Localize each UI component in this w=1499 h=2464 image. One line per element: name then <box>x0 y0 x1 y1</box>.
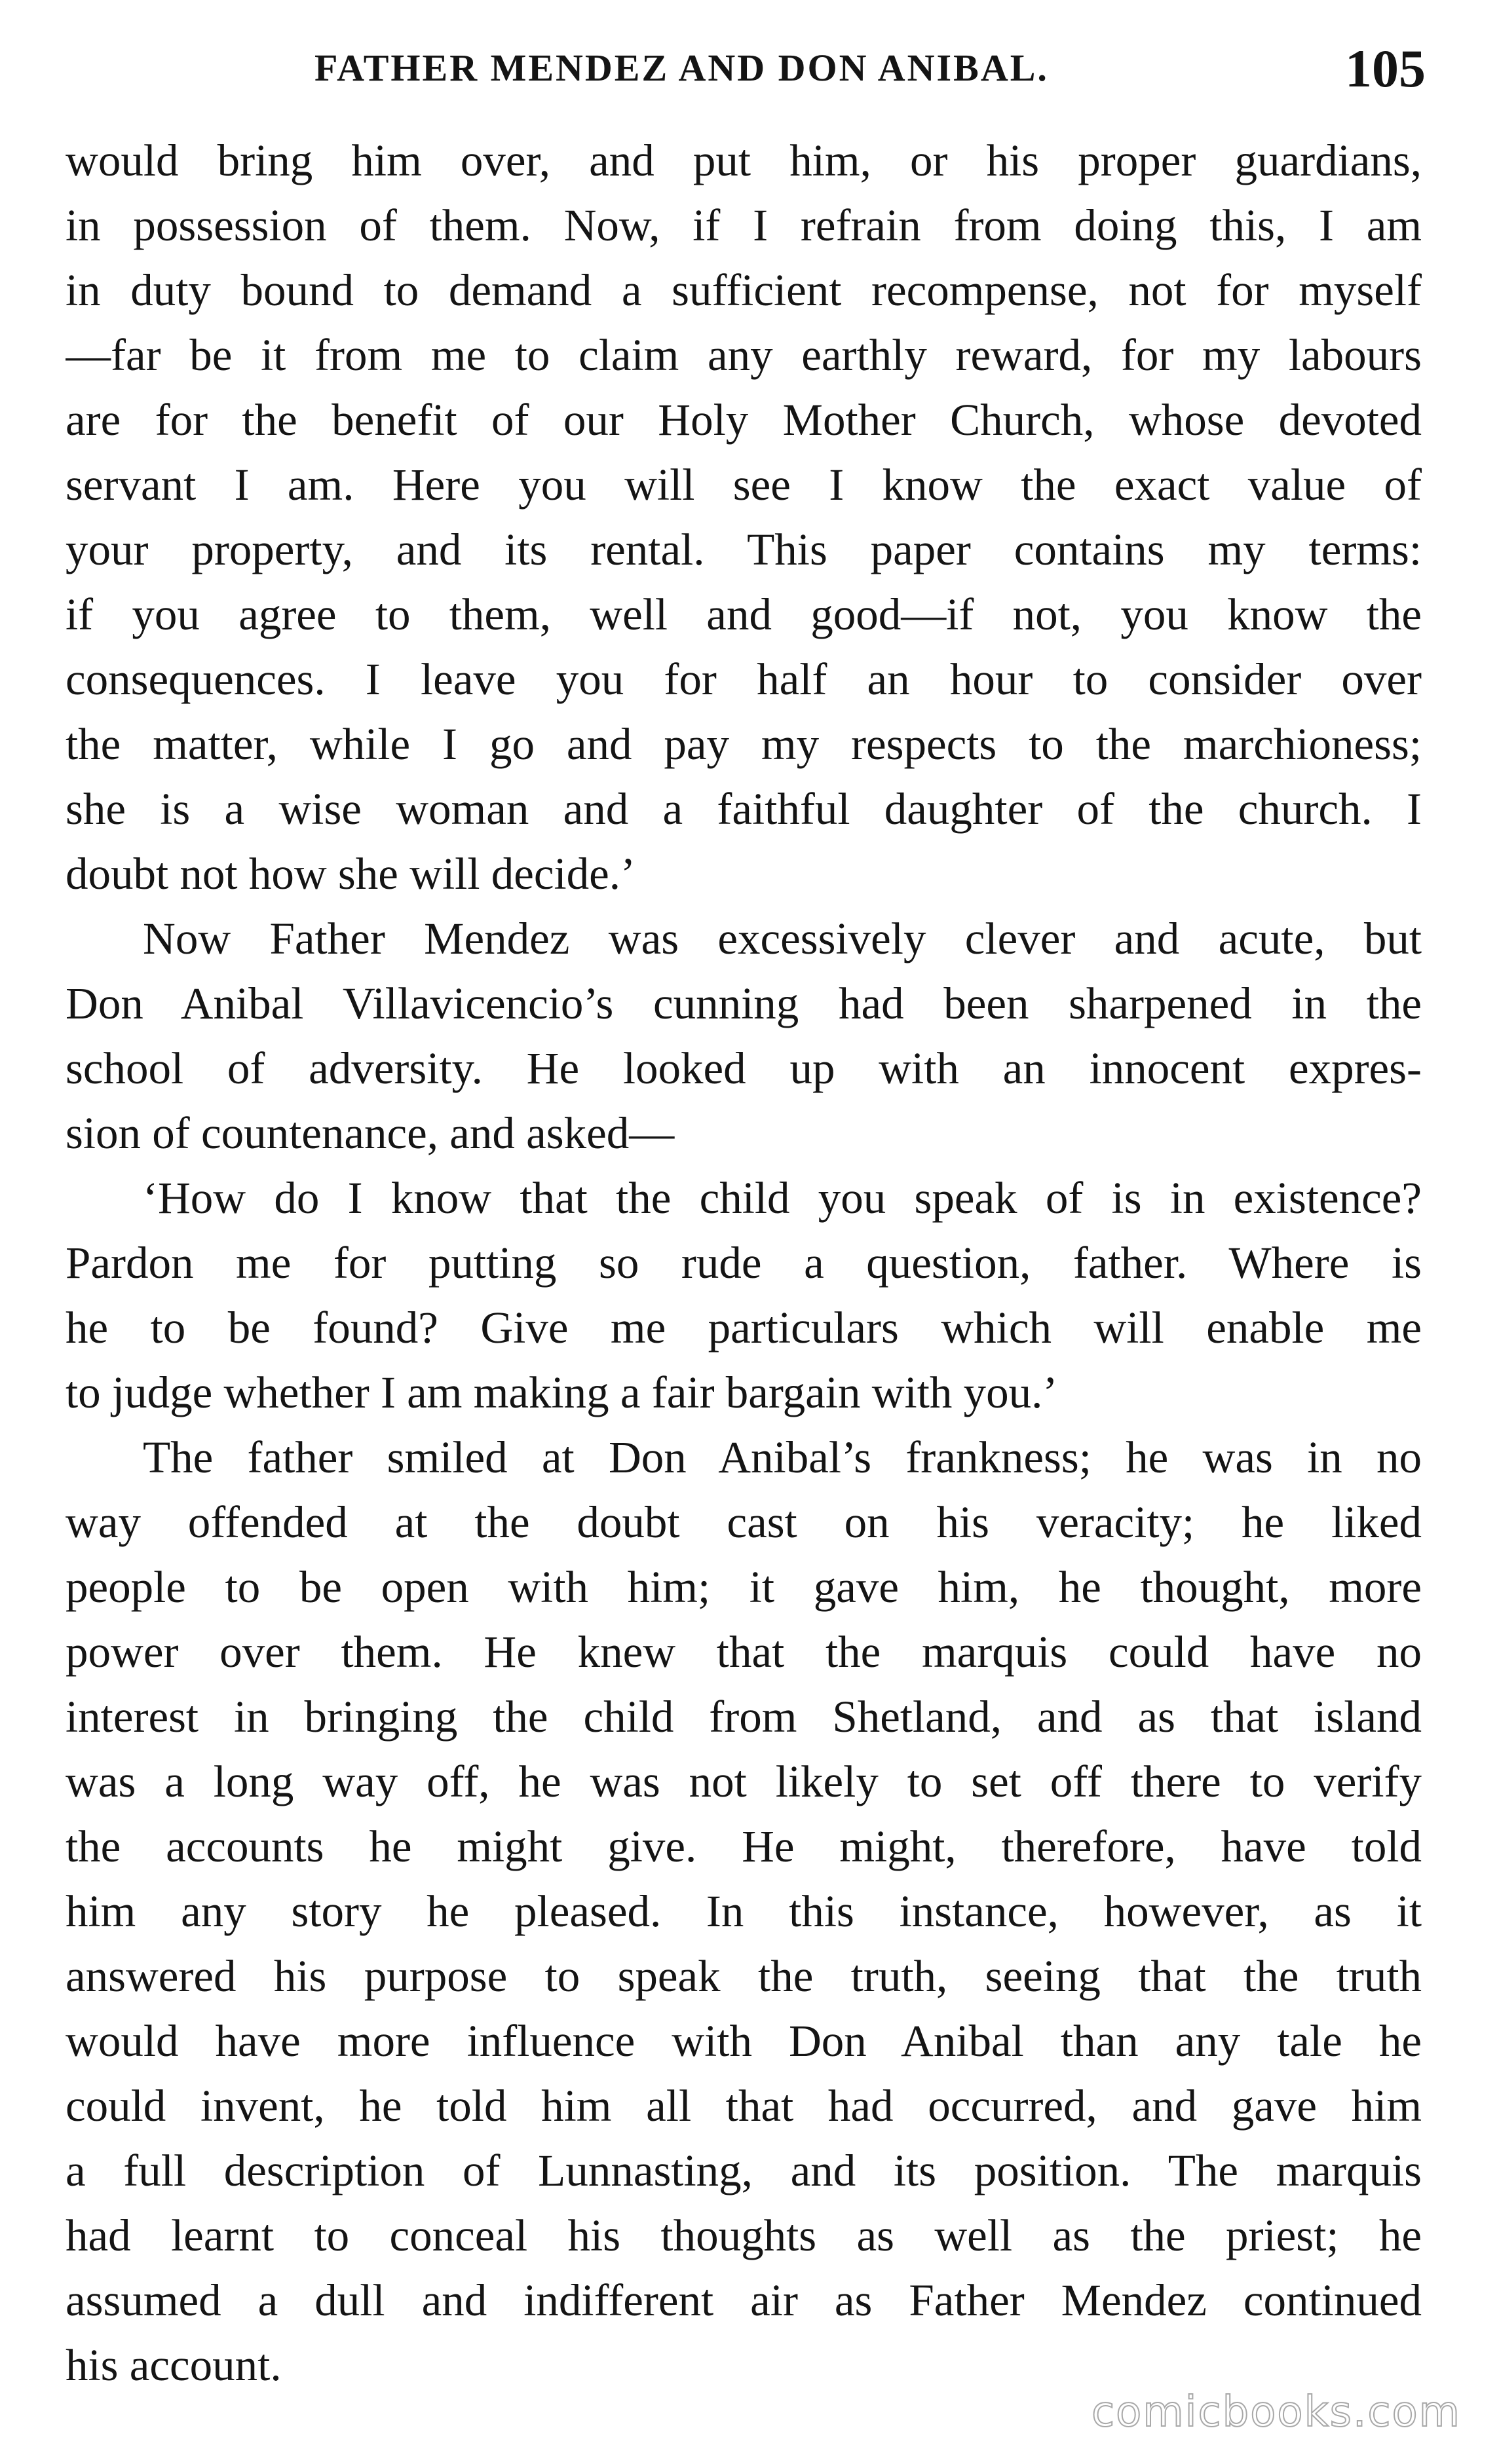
text-line: would have more influence with Don Anibal than any tale he <box>66 2016 1422 2066</box>
text-line: the accounts he might give. He might, therefore, have told <box>66 1821 1422 1871</box>
text-line: could invent, he told him all that had occurred, and gave him <box>66 2081 1422 2131</box>
text-line: school of adversity. He looked up with an innocent expres- <box>66 1043 1422 1093</box>
paragraph-first-line: The father smiled at Don Anibal’s frankness; he was in no <box>143 1432 1422 1482</box>
text-line: she is a wise woman and a faithful daughter of the church. I <box>66 784 1422 834</box>
text-line: him any story he pleased. In this instance, however, as it <box>66 1886 1422 1936</box>
text-line: a full description of Lunnasting, and its position. The marquis <box>66 2146 1422 2195</box>
text-line: in duty bound to demand a sufficient recompense, not for myself <box>66 265 1422 315</box>
body-text <box>66 128 1422 2398</box>
text-line: way offended at the doubt cast on his veracity; he liked <box>66 1497 1422 1547</box>
text-line: answered his purpose to speak the truth, seeing that the truth <box>66 1951 1422 2001</box>
text-line: in possession of them. Now, if I refrain from doing this, I am <box>66 200 1422 250</box>
text-line: interest in bringing the child from Shetland, and as that island <box>66 1692 1422 1742</box>
text-line: doubt not how she will decide.’ <box>66 849 636 899</box>
text-line: to judge whether I am making a fair bargain with you.’ <box>66 1368 1058 1417</box>
text-line: your property, and its rental. This paper contains my terms: <box>66 525 1422 574</box>
text-line: assumed a dull and indifferent air as Father Mendez continued <box>66 2275 1422 2325</box>
text-line: would bring him over, and put him, or his proper guardians, <box>66 136 1422 185</box>
text-line: —far be it from me to claim any earthly reward, for my labours <box>66 330 1422 380</box>
paragraph-first-line: ‘How do I know that the child you speak of is in existence? <box>143 1173 1422 1223</box>
text-line: his account. <box>66 2340 282 2390</box>
text-line: are for the benefit of our Holy Mother Church, whose devoted <box>66 395 1422 445</box>
text-line: power over them. He knew that the marquis could have no <box>66 1627 1422 1677</box>
text-line: was a long way off, he was not likely to set off there to verify <box>66 1757 1422 1806</box>
watermark: comicbooks.com <box>1091 2388 1461 2436</box>
text-line: sion of countenance, and asked— <box>66 1108 675 1158</box>
running-head-title: FATHER MENDEZ AND DON ANIBAL. <box>314 47 1049 89</box>
text-line: servant I am. Here you will see I know the exact value of <box>66 460 1422 510</box>
text-line: the matter, while I go and pay my respects to the marchioness; <box>66 719 1422 769</box>
page-number: 105 <box>1345 39 1426 98</box>
text-line: Don Anibal Villavicencio’s cunning had been sharpened in the <box>66 979 1422 1028</box>
text-line: consequences. I leave you for half an hour to consider over <box>66 654 1422 704</box>
text-line: had learnt to conceal his thoughts as well as the priest; he <box>66 2211 1422 2260</box>
text-line: Pardon me for putting so rude a question, father. Where is <box>66 1238 1422 1288</box>
text-line: he to be found? Give me particulars which will enable me <box>66 1303 1422 1353</box>
text-line: if you agree to them, well and good—if not, you know the <box>66 589 1422 639</box>
text-line: people to be open with him; it gave him, he thought, more <box>66 1562 1422 1612</box>
paragraph-first-line: Now Father Mendez was excessively clever and acute, but <box>143 914 1422 963</box>
